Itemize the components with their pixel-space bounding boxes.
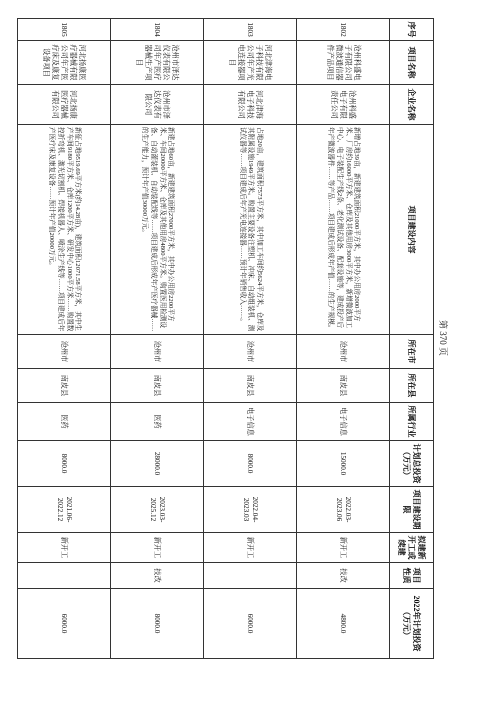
cell-investment: 8000.0 (18, 441, 111, 487)
cell-industry: 电子信息 (204, 403, 297, 441)
table-header-row (390, 19, 434, 659)
table-row (297, 19, 390, 659)
cell-plan2022: 4800.0 (297, 589, 390, 659)
cell-period: 2021.06-2022.12 (18, 487, 111, 533)
cell-city: 沧州市 (204, 335, 297, 369)
cell-nature: 技改 (111, 563, 204, 589)
table-row (204, 19, 297, 659)
cell-city: 沧州市 (18, 335, 111, 369)
cell-period: 2023.03-2025.12 (111, 487, 204, 533)
rotated-table-container (14, 18, 434, 658)
cell-county: 南皮县 (297, 369, 390, 403)
cell-plan2022: 8000.0 (111, 589, 204, 659)
cell-project: 河北扬康医疗器械有限公司年产医疗床及康复设备项目 (18, 41, 111, 85)
cell-content: 新建占地60亩，新建建筑面积27000平方米，其中办公用房2200平方米、车间20000平方米、仓库及其他用房4800平方米。购置医用检测设备、自动灌装机、自动装配线等……项目建成后形成年产医疗器械……的生产能力，预计年产值30000万元。 (111, 125, 204, 335)
cell-company: 沧州市泽达仪表有限公司 (111, 85, 204, 125)
cell-nature: 技改 (297, 563, 390, 589)
cell-seq: 1805 (18, 19, 111, 41)
cell-start: 新开工 (297, 533, 390, 563)
cell-content: 新增占地39亩，新建建筑面积21000平方米，其中办公用房2000平方米、厂房约16000平方米、仓库及其他用房3000平方米，新增微波加工中心、电子装配生产线2条、老化测试设备、配套设施等，建成投产后年产微波器件……等产品……项目建成后形成年产值……的生产规模。 (297, 125, 390, 335)
cell-city: 沧州市 (297, 335, 390, 369)
cell-nature (204, 563, 297, 589)
header-start: 拟建新开工或续建 (390, 533, 434, 563)
cell-project: 沧州科盛电子有限公司微波通信器件产品项目 (297, 41, 390, 85)
page-number: 第 370 页 (438, 320, 448, 357)
cell-company: 沧州科盛电子有限责任公司 (297, 85, 390, 125)
cell-start: 新开工 (18, 533, 111, 563)
header-nature: 项目性质 (390, 563, 434, 589)
cell-county: 南皮县 (204, 369, 297, 403)
cell-industry: 电子信息 (297, 403, 390, 441)
cell-investment: 15000.0 (297, 441, 390, 487)
table-row (111, 19, 204, 659)
cell-investment: 28000.0 (111, 441, 204, 487)
cell-county: 南皮县 (18, 369, 111, 403)
cell-content: 占地20亩，建筑面积7573平方米，其中加工车间约5624平方米，仓库及其附属设施1949平方米。购置主要设备注塑机、冲床、自动组装机、测试仪器等……项目建成后年产光电连接器……预计年销售收入……。 (204, 125, 297, 335)
header-project: 项目名称 (390, 41, 434, 85)
header-seq: 序号 (390, 19, 434, 41)
cell-seq: 1804 (111, 19, 204, 41)
table-row (18, 19, 111, 659)
header-county: 所在县 (390, 369, 434, 403)
project-table (17, 18, 434, 659)
header-period: 项目建设期限 (390, 487, 434, 533)
cell-plan2022: 6000.0 (18, 589, 111, 659)
cell-content: 新征占地9519.69平方米(约14.28亩)，建筑面积12071.58平方米，其中生产车间9180平方米、仓库1200平方米、研发中心1000平方米……购置数控折弯机、激光切割机、焊接机器人、喷涂生产线等……项目建成后年产医疗床及康复设备……预计年产值20000万元。 (18, 125, 111, 335)
header-company: 企业名称 (390, 85, 434, 125)
header-plan2022: 2022年计划投资（万元） (390, 589, 434, 659)
cell-start: 新开工 (111, 533, 204, 563)
cell-county: 南皮县 (111, 369, 204, 403)
header-investment: 计划总投资（万元） (390, 441, 434, 487)
cell-company: 河北扬康医疗器械有限公司 (18, 85, 111, 125)
cell-seq: 1803 (204, 19, 297, 41)
cell-nature (18, 563, 111, 589)
cell-project: 沧州市泽达仪表有限公司年产医疗器械生产项目 (111, 41, 204, 85)
cell-period: 2022.04-2023.03 (204, 487, 297, 533)
cell-project: 河北津海电子科技有限公司年产光电连接器项目 (204, 41, 297, 85)
cell-plan2022: 6000.0 (204, 589, 297, 659)
cell-period: 2022.03-2023.06 (297, 487, 390, 533)
cell-city: 沧州市 (111, 335, 204, 369)
header-industry: 所属行业 (390, 403, 434, 441)
header-city: 所在市 (390, 335, 434, 369)
cell-industry: 医药 (18, 403, 111, 441)
cell-start: 新开工 (204, 533, 297, 563)
header-content: 项目建设内容 (390, 125, 434, 335)
cell-industry: 医药 (111, 403, 204, 441)
cell-company: 河北津海电子科技有限公司 (204, 85, 297, 125)
cell-seq: 1802 (297, 19, 390, 41)
cell-investment: 8000.0 (204, 441, 297, 487)
